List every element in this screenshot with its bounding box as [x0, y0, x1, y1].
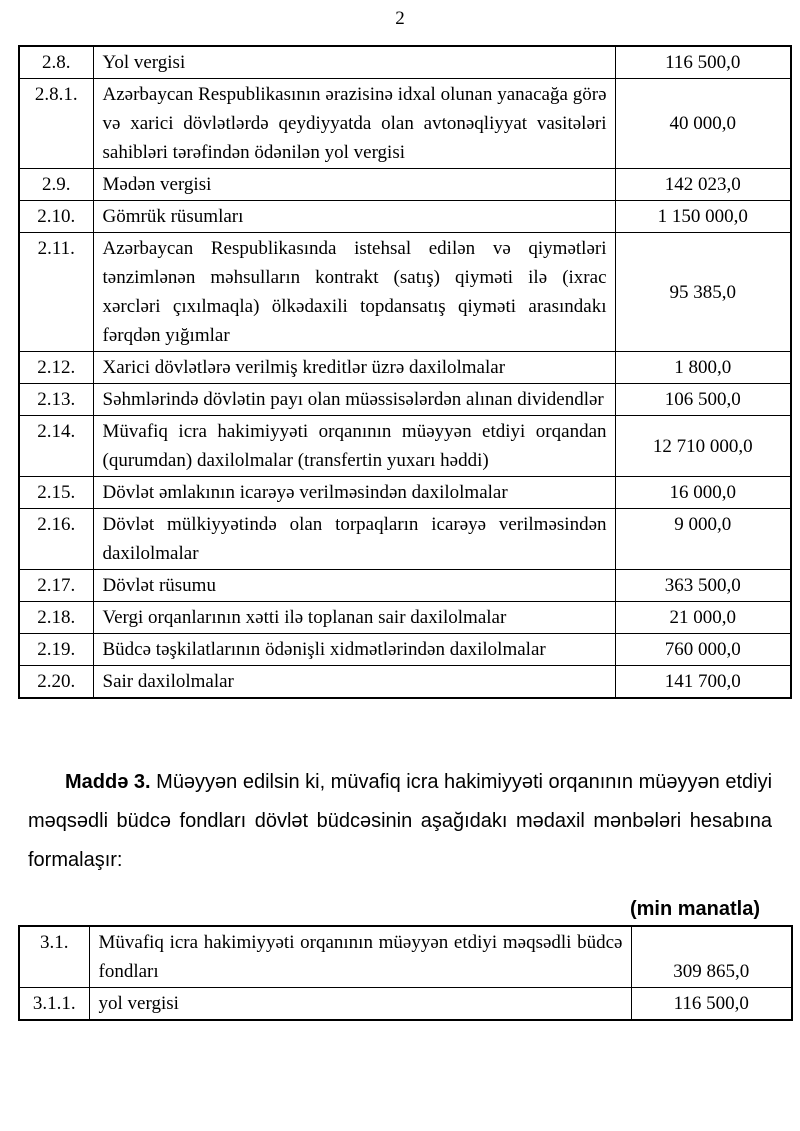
table-row — [19, 384, 791, 416]
funds-table — [18, 925, 793, 1021]
row-value-cell: 40 000,0 — [615, 79, 791, 169]
document-page — [0, 8, 800, 1021]
table-row — [19, 352, 791, 384]
row-number-cell: 2.8. — [19, 46, 93, 79]
table-row — [19, 46, 791, 79]
row-number-cell: 2.10. — [19, 201, 93, 233]
row-description-cell: Xarici dövlətlərə verilmiş kreditlər üzrə daxilolmalar — [93, 352, 615, 384]
row-value-cell: 21 000,0 — [615, 602, 791, 634]
row-value-cell: 116 500,0 — [631, 988, 792, 1021]
row-description-cell: Büdcə təşkilatlarının ödənişli xidmətlərindən daxilolmalar — [93, 634, 615, 666]
table-row — [19, 509, 791, 570]
row-description-cell: Dövlət əmlakının icarəyə verilməsindən daxilolmalar — [93, 477, 615, 509]
table-row — [19, 926, 792, 988]
row-value-cell: 1 800,0 — [615, 352, 791, 384]
row-number-cell: 2.18. — [19, 602, 93, 634]
row-value-cell: 142 023,0 — [615, 169, 791, 201]
row-description-cell: Müvafiq icra hakimiyyəti orqanının müəyyən etdiyi orqandan (qurumdan) daxilolmalar (transfertin yuxarı həddi) — [93, 416, 615, 477]
table-row — [19, 988, 792, 1021]
row-number-cell: 2.12. — [19, 352, 93, 384]
row-description-cell: Müvafiq icra hakimiyyəti orqanının müəyyən etdiyi məqsədli büdcə fondları — [89, 926, 631, 988]
row-value-cell: 106 500,0 — [615, 384, 791, 416]
row-description-cell: Mədən vergisi — [93, 169, 615, 201]
table-row — [19, 169, 791, 201]
row-description-cell: Azərbaycan Respublikasının ərazisinə idxal olunan yanacağa görə və xarici dövlətlərdə qeydiyyatda olan avtonəqliyyat vasitələri sahibləri tərəfindən ödənilən yol vergisi — [93, 79, 615, 169]
row-value-cell: 16 000,0 — [615, 477, 791, 509]
table-row — [19, 634, 791, 666]
row-value-cell: 116 500,0 — [615, 46, 791, 79]
table-row — [19, 477, 791, 509]
row-number-cell: 2.9. — [19, 169, 93, 201]
article-text: Müəyyən edilsin ki, müvafiq icra hakimiyyəti orqanının müəyyən etdiyi məqsədli büdcə fondları dövlət büdcəsinin aşağıdakı mədaxil mənbələri hesabına formalaşır: — [28, 771, 773, 871]
row-description-cell: Gömrük rüsumları — [93, 201, 615, 233]
table-row — [19, 416, 791, 477]
row-description-cell: Dövlət mülkiyyətində olan torpaqların icarəyə verilməsindən daxilolmalar — [93, 509, 615, 570]
row-description-cell: Yol vergisi — [93, 46, 615, 79]
row-description-cell: Dövlət rüsumu — [93, 570, 615, 602]
row-number-cell: 2.19. — [19, 634, 93, 666]
row-value-cell: 12 710 000,0 — [615, 416, 791, 477]
row-number-cell: 3.1.1. — [19, 988, 89, 1021]
table-row — [19, 233, 791, 352]
article-label: Maddə 3. — [65, 771, 151, 793]
row-value-cell: 309 865,0 — [631, 926, 792, 988]
revenue-table — [18, 45, 792, 699]
row-number-cell: 2.16. — [19, 509, 93, 570]
row-number-cell: 2.8.1. — [19, 79, 93, 169]
row-number-cell: 2.15. — [19, 477, 93, 509]
row-description-cell: Səhmlərində dövlətin payı olan müəssisələrdən alınan dividendlər — [93, 384, 615, 416]
row-value-cell: 95 385,0 — [615, 233, 791, 352]
row-value-cell: 1 150 000,0 — [615, 201, 791, 233]
row-number-cell: 2.13. — [19, 384, 93, 416]
row-number-cell: 2.17. — [19, 570, 93, 602]
row-value-cell: 760 000,0 — [615, 634, 791, 666]
row-value-cell: 363 500,0 — [615, 570, 791, 602]
row-number-cell: 2.20. — [19, 666, 93, 699]
unit-note: (min manatla) — [629, 898, 760, 920]
row-number-cell: 3.1. — [19, 926, 89, 988]
page-number: 2 — [395, 8, 405, 29]
row-value-cell: 141 700,0 — [615, 666, 791, 699]
table-row — [19, 602, 791, 634]
row-description-cell: Vergi orqanlarının xətti ilə toplanan sair daxilolmalar — [93, 602, 615, 634]
table-row — [19, 666, 791, 699]
row-description-cell: Azərbaycan Respublikasında istehsal edilən və qiymətləri tənzimlənən məhsulların kontrakt (satış) qiyməti ilə (ixrac xərcləri çıxılmaqla) ölkədaxili topdansatış qiyməti arasındakı fərqdən yığımlar — [93, 233, 615, 352]
row-value-cell: 9 000,0 — [615, 509, 791, 570]
table-row — [19, 201, 791, 233]
row-description-cell: yol vergisi — [89, 988, 631, 1021]
article-paragraph — [28, 763, 772, 880]
row-number-cell: 2.11. — [19, 233, 93, 352]
table-row — [19, 79, 791, 169]
table-row — [19, 570, 791, 602]
row-description-cell: Sair daxilolmalar — [93, 666, 615, 699]
row-number-cell: 2.14. — [19, 416, 93, 477]
